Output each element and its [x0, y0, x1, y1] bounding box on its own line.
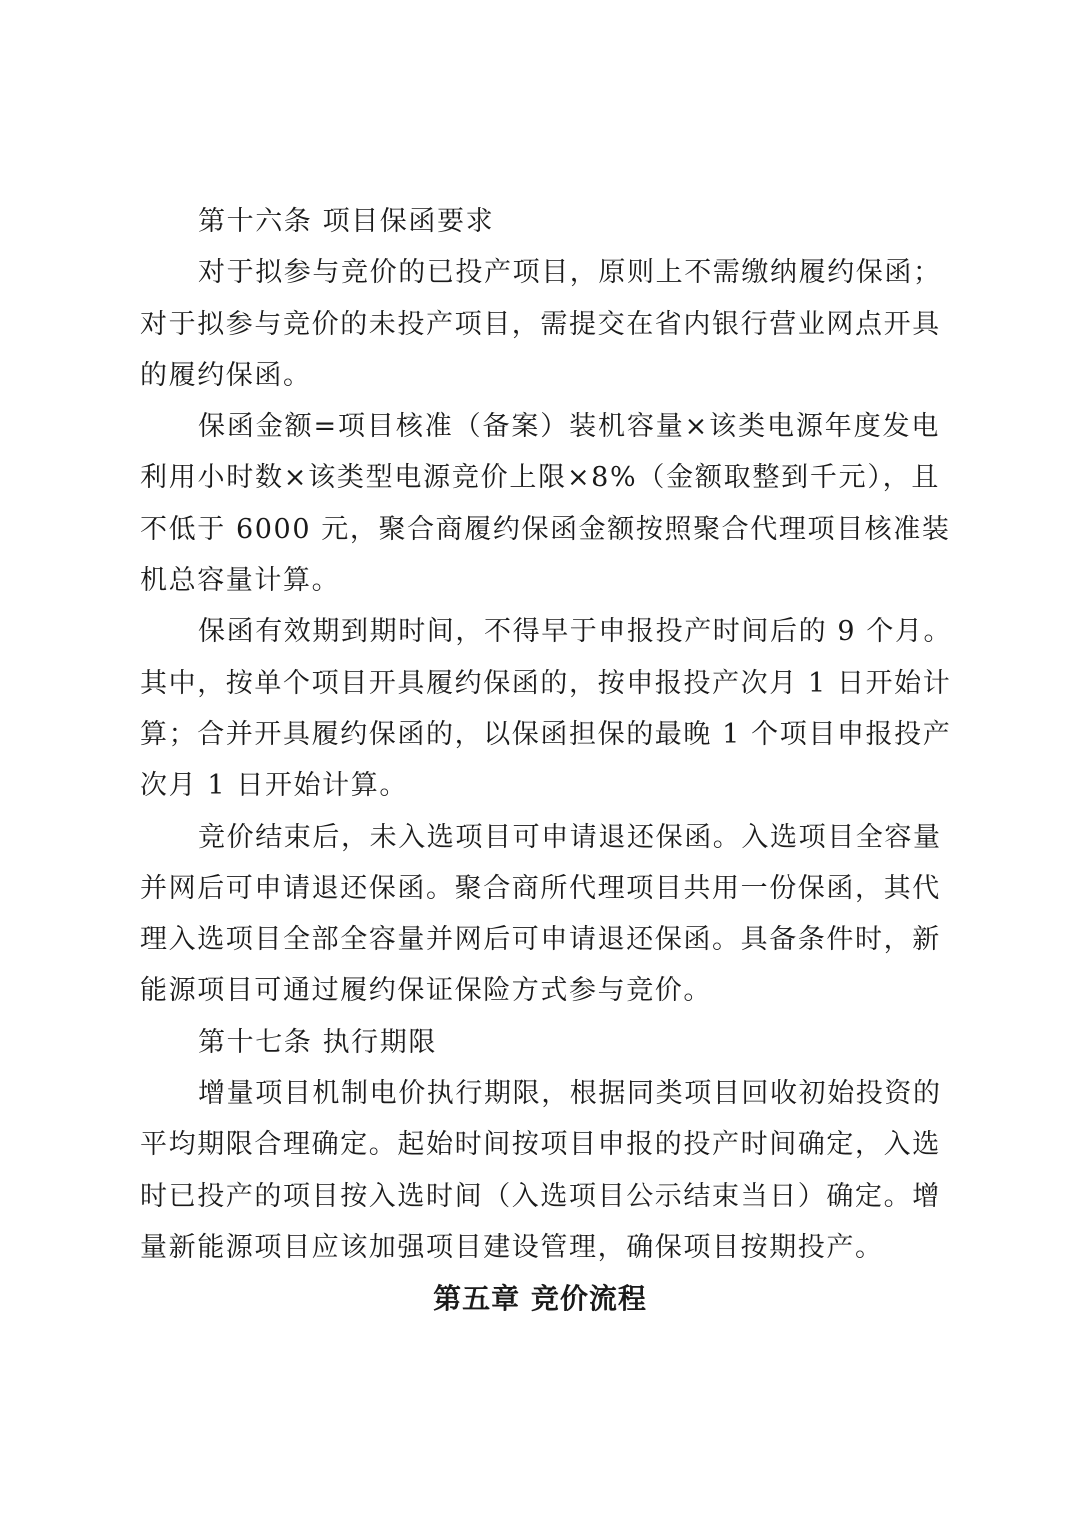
text-line: 不低于 6000 元，聚合商履约保函金额按照聚合代理项目核准装: [140, 513, 951, 545]
chapter-heading: 第五章 竞价流程: [433, 1282, 647, 1316]
text-line: 的履约保函。: [140, 359, 312, 391]
paragraph: [140, 812, 940, 1017]
article-heading: 第十七条 执行期限: [198, 1026, 437, 1058]
text-line: 保函有效期到期时间，不得早于申报投产时间后的 9 个月。: [198, 616, 953, 648]
paragraph: [140, 401, 951, 606]
text-line: 其中，按单个项目开具履约保函的，按申报投产次月 1 日开始计: [140, 667, 952, 699]
text-line: 次月 1 日开始计算。: [140, 770, 408, 802]
paragraph: [140, 606, 953, 811]
text-line: 竞价结束后，未入选项目可申请退还保函。入选项目全容量: [198, 821, 942, 853]
text-line: 对于拟参与竞价的已投产项目，原则上不需缴纳履约保函；: [198, 257, 942, 289]
text-line: 理入选项目全部全容量并网后可申请退还保函。具备条件时，新: [140, 924, 941, 956]
paragraph: [140, 1068, 940, 1273]
text-line: 对于拟参与竞价的未投产项目，需提交在省内银行营业网点开具: [140, 308, 941, 340]
text-line: 增量项目机制电价执行期限，根据同类项目回收初始投资的: [198, 1078, 942, 1110]
article-heading: 第十六条 项目保函要求: [198, 206, 495, 237]
text-line: 机总容量计算。: [140, 565, 341, 597]
paragraph: [140, 247, 940, 401]
text-line: 时已投产的项目按入选时间（入选项目公示结束当日）确定。增: [140, 1180, 941, 1212]
text-line: 量新能源项目应该加强项目建设管理，确保项目按期投产。: [140, 1231, 884, 1263]
document-page: [140, 196, 953, 1325]
text-line: 利用小时数×该类型电源竞价上限×8%（金额取整到千元），且: [140, 462, 940, 494]
text-line: 算；合并开具履约保函的，以保函担保的最晚 1 个项目申报投产: [140, 718, 952, 750]
text-line: 能源项目可通过履约保证保险方式参与竞价。: [140, 975, 712, 1007]
text-line: 保函金额=项目核准（备案）装机容量×该类电源年度发电: [198, 411, 940, 443]
text-line: 平均期限合理确定。起始时间按项目申报的投产时间确定，入选: [140, 1129, 941, 1161]
text-line: 并网后可申请退还保函。聚合商所代理项目共用一份保函，其代: [140, 872, 941, 904]
